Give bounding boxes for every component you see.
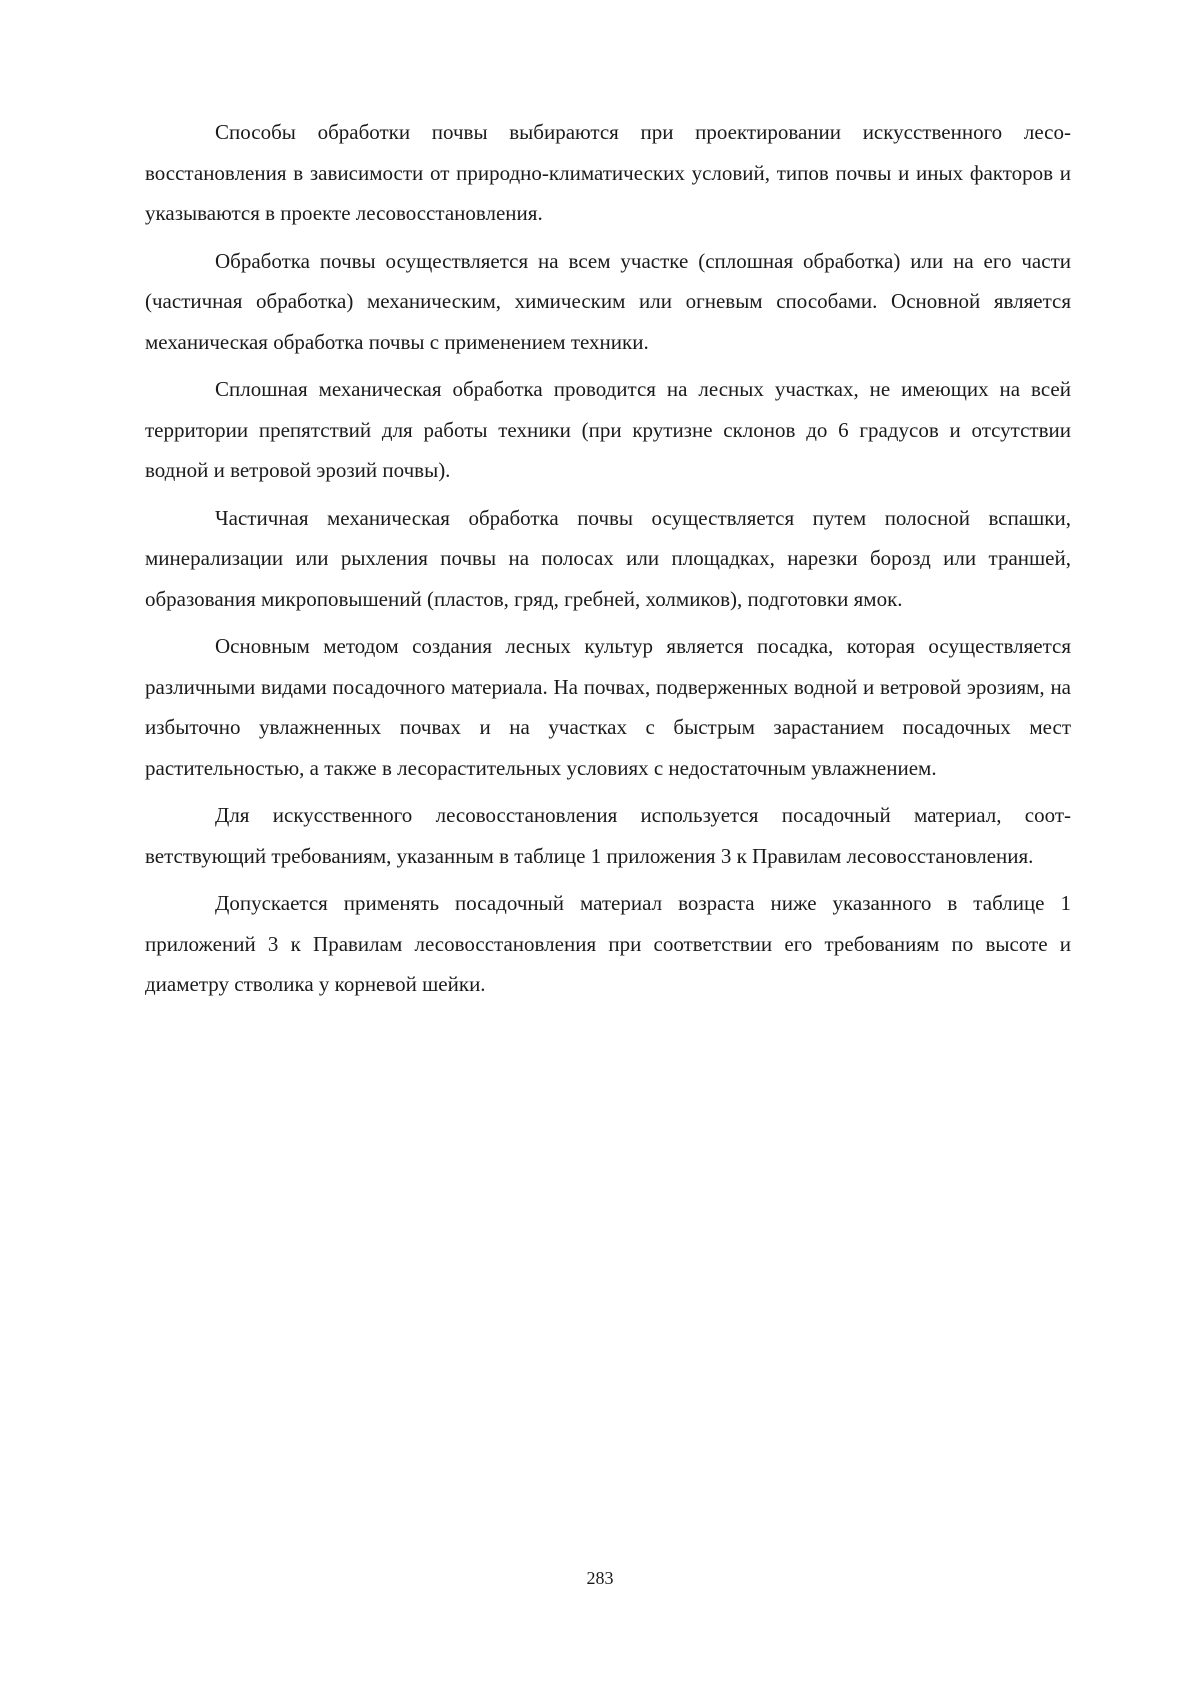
paragraph-treatment-types: Обработка почвы осуществляется на всем участке (сплошная обработка) или на его части (частичная обработка) механическим, химическим или огневым способами. Основной является механическая обработка почвы с применением техники.: [145, 248, 1071, 354]
paragraph-planting-material: Для искусственного лесовосстановления используется посадочный материал, соответствующий требованиям, указанным в таблице 1 приложения 3 к Правилам лесовосстановления.: [145, 803, 1071, 868]
paragraph-material-age: Допускается применять посадочный материал возраста ниже указанного в таблице 1 приложений 3 к Правилам лесовосстановления при соответствии его требованиям по высоте и диаметру стволика у корневой шейки.: [145, 891, 1071, 996]
page-number: 283: [586, 1568, 614, 1588]
document-body: [145, 112, 1071, 1012]
paragraph-continuous-treatment: Сплошная механическая обработка проводится на лесных участках, не имеющих на всей территории препятствий для работы техники (при крутизне склонов до 6 градусов и отсутствии водной и ветровой эрозий почвы).: [145, 377, 1071, 482]
paragraph-soil-treatment-methods: Способы обработки почвы выбираются при проектировании искусственного лесовосстановления в зависимости от природно-климатических условий, типов почвы и иных факторов и указываются в проекте лесовосстановления.: [145, 120, 1071, 225]
paragraph-partial-treatment: Частичная механическая обработка почвы осуществляется путем полосной вспашки, минерализации или рыхления почвы на полосах или площадках, нарезки борозд или траншей, образования микроповышений (пластов, гряд, гребней, холмиков), подготовки ямок.: [145, 505, 1071, 611]
paragraph-planting-method: Основным методом создания лесных культур является посадка, которая осуществляется различными видами посадочного материала. На почвах, подверженных водной и ветровой эрозиям, на избыточно увлажненных почвах и на участках с быстрым зарастанием посадочных мест растительностью, а также в лесорастительных условиях с недостаточным увлажнением.: [145, 634, 1071, 780]
